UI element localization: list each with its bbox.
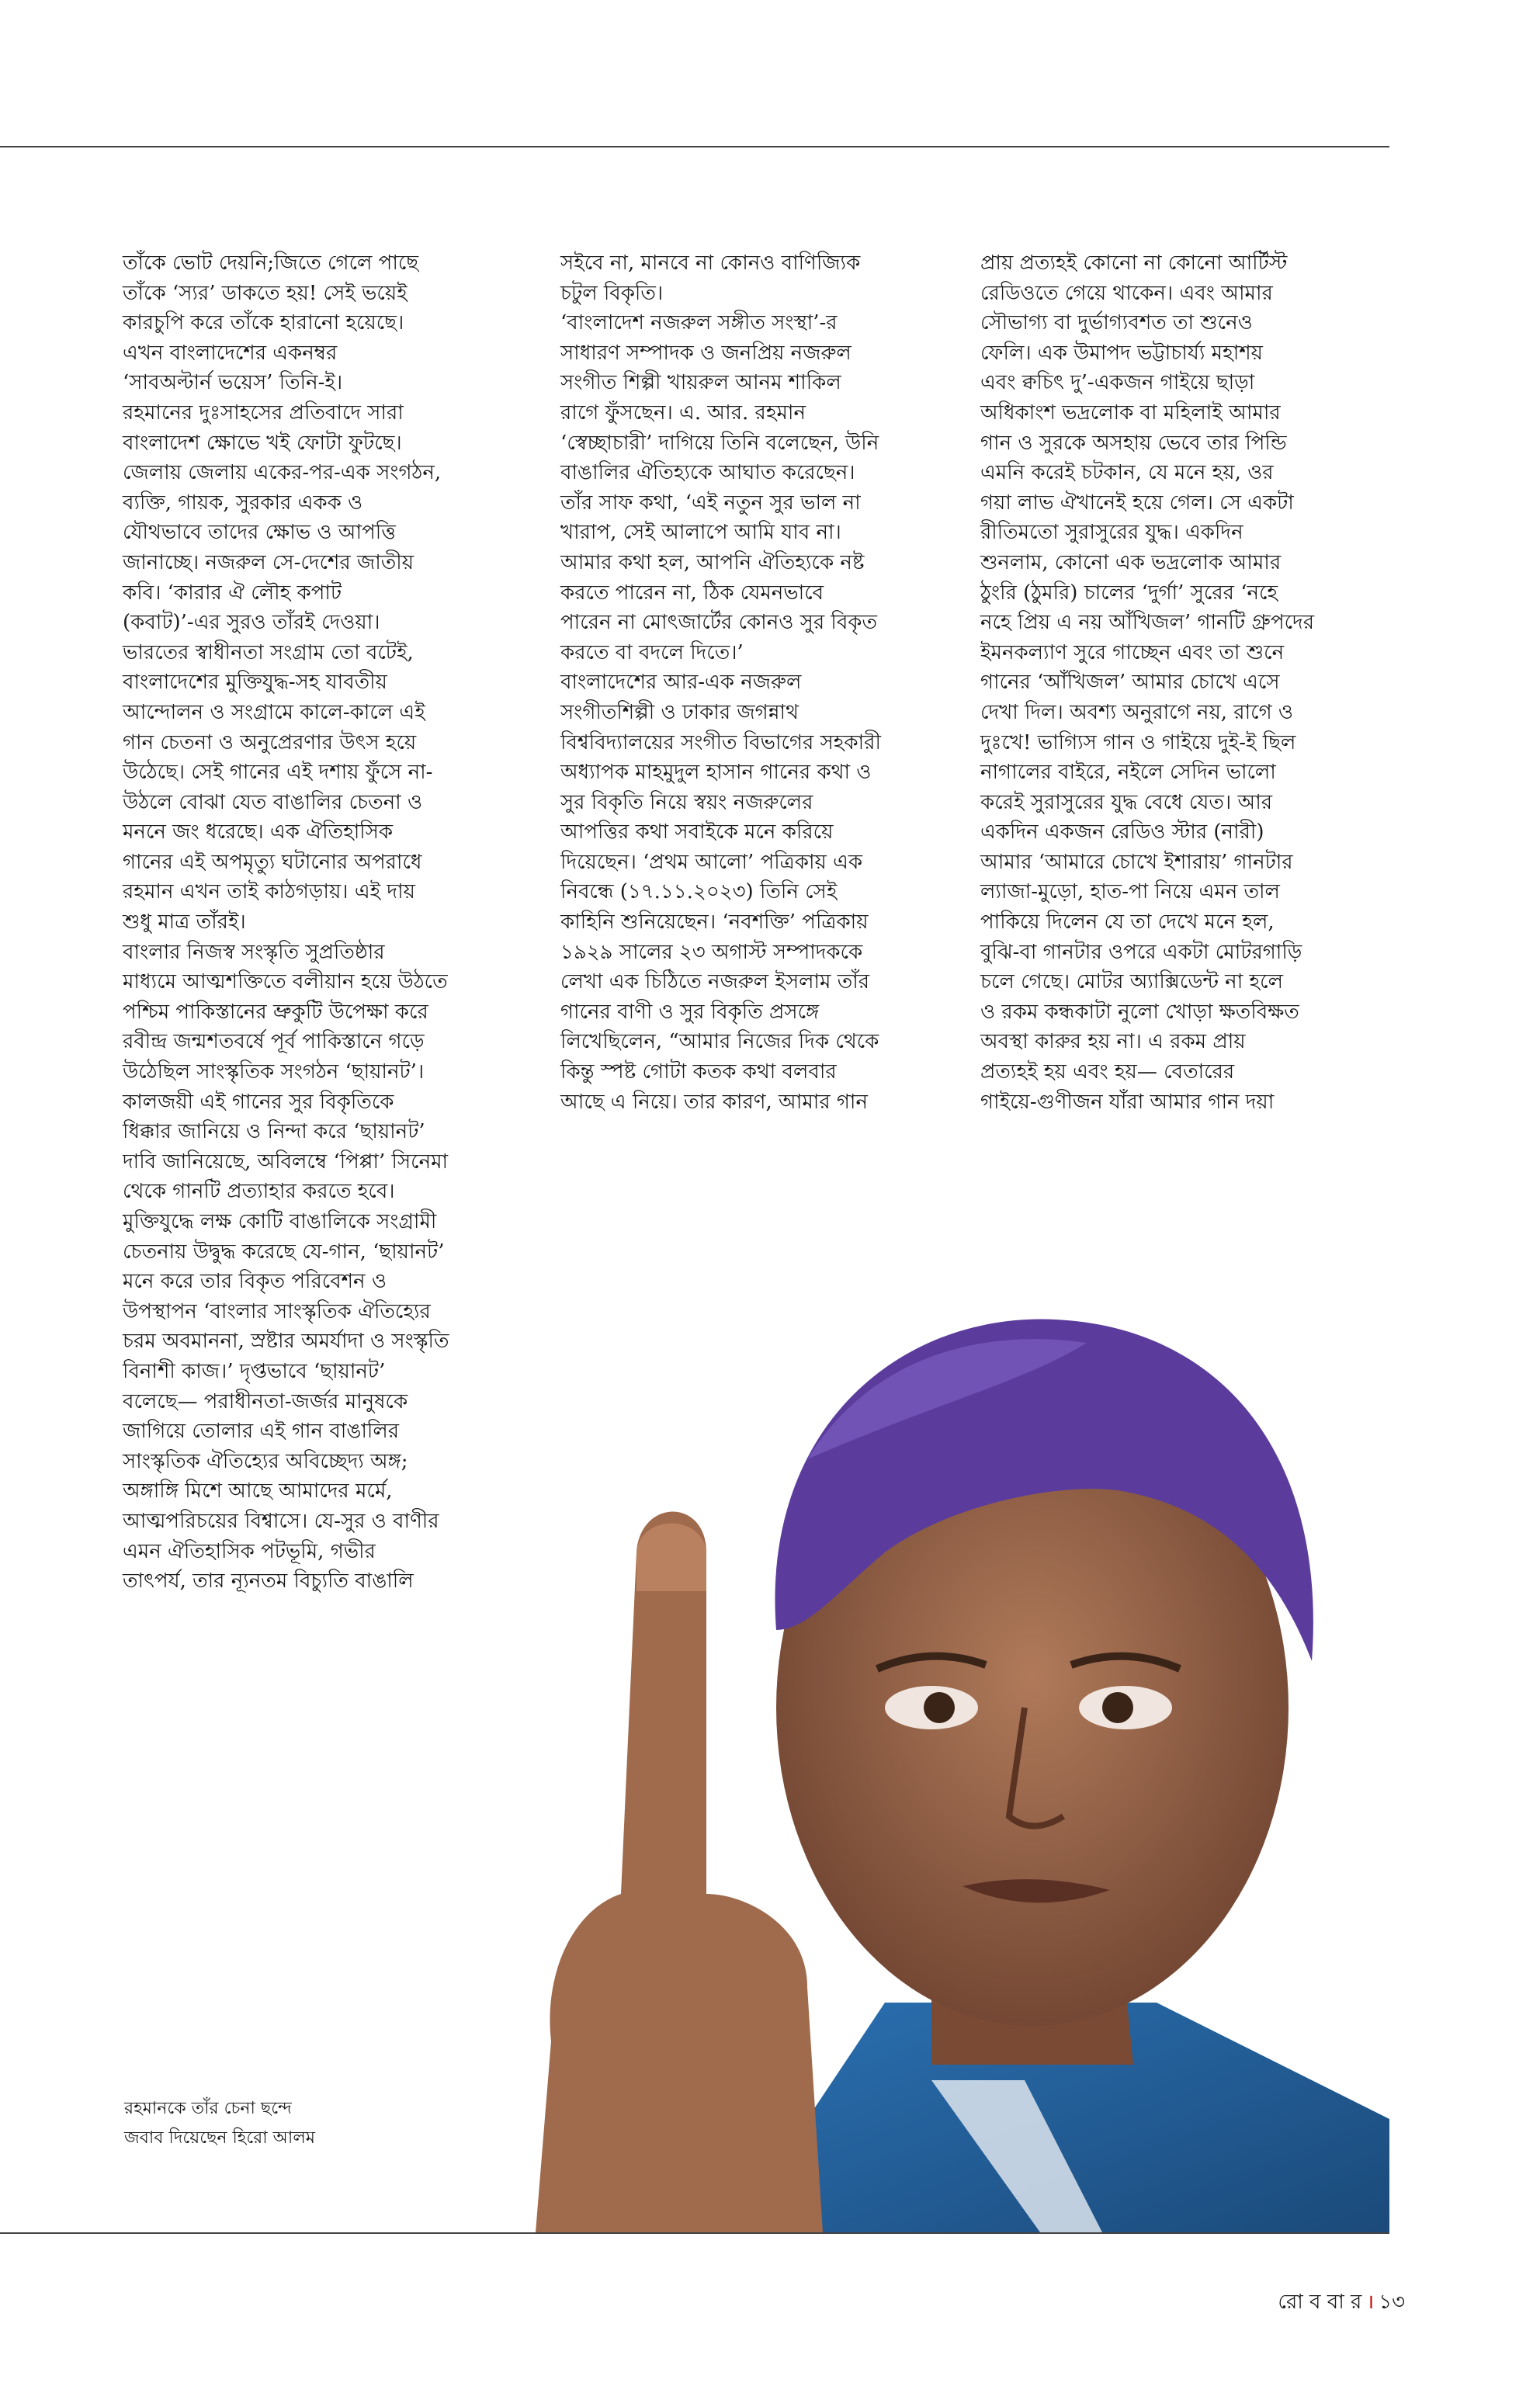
text-line: এবং ক্বচিৎ দু’-একজন গাইয়ে ছাড়া bbox=[980, 371, 1255, 395]
text-line: ঠুংরি (ঠুমরি) চালের ‘দুর্গা’ সুরের ‘নহে bbox=[980, 581, 1278, 605]
text-line: এখন বাংলাদেশের একনম্বর bbox=[123, 341, 338, 365]
caption-line: জবাব দিয়েছেন হিরো আলম bbox=[124, 2128, 315, 2148]
text-line: তাঁকে ‘স্যর’ ডাকতে হয়! সেই ভয়েই bbox=[123, 281, 408, 305]
text-line: প্রত্যহই হয় এবং হয়— বেতারের bbox=[980, 1060, 1235, 1084]
text-line: মাধ্যমে আত্মশক্তিতে বলীয়ান হয়ে উঠতে bbox=[123, 970, 448, 994]
text-line: গান ও সুরকে অসহায় ভেবে তার পিন্ডি bbox=[980, 431, 1287, 455]
text-line: শুধু মাত্র তাঁরই। bbox=[123, 910, 246, 935]
text-line: গানের ‘আঁখিজল’ আমার চোখে এসে bbox=[980, 671, 1280, 695]
text-line: জেলায় জেলায় একের-পর-এক সংগঠন, bbox=[123, 461, 442, 485]
text-line: ‘বাংলাদেশ নজরুল সঙ্গীত সংস্থা’-র bbox=[560, 311, 838, 335]
text-line: কবি। ‘কারার ঐ লৌহ কপাট bbox=[123, 581, 342, 605]
text-line: দুঃখে! ভাগ্যিস গান ও গাইয়ে দুই-ই ছিল bbox=[980, 730, 1296, 754]
text-line: অঙ্গাঙ্গি মিশে আছে আমাদের মর্মে, bbox=[123, 1479, 393, 1503]
text-line: চলে গেছে। মোটর অ্যাক্সিডেন্ট না হলে bbox=[980, 970, 1283, 994]
text-line: কিন্তু স্পষ্ট গোটা কতক কথা বলবার bbox=[560, 1060, 837, 1084]
text-line: লেখা এক চিঠিতে নজরুল ইসলাম তাঁর bbox=[560, 970, 870, 994]
text-line: অধ্যাপক মাহমুদুল হাসান গানের কথা ও bbox=[560, 761, 872, 785]
text-line: তাৎপর্য, তার ন্যূনতম বিচ্যুতি বাঙালি bbox=[123, 1569, 414, 1594]
text-line: ও রকম কন্ধকাটা নুলো খোড়া ক্ষতবিক্ষত bbox=[980, 1000, 1299, 1024]
text-line: করতে বা বদলে দিতে।’ bbox=[560, 640, 744, 664]
text-line: উঠেছে। সেই গানের এই দশায় ফুঁসে না- bbox=[123, 761, 433, 785]
bottom-rule bbox=[0, 2232, 1389, 2234]
text-line: শুনলাম, কোনো এক ভদ্রলোক আমার bbox=[980, 550, 1282, 574]
text-line: ধিক্কার জানিয়ে ও নিন্দা করে ‘ছায়ানট’ bbox=[123, 1120, 425, 1144]
article-column-3 bbox=[980, 248, 1384, 1117]
text-line: বুঝি-বা গানটার ওপরে একটা মোটরগাড়ি bbox=[980, 940, 1302, 964]
text-line: গানের বাণী ও সুর বিকৃতি প্রসঙ্গে bbox=[560, 1000, 820, 1024]
text-line: রহমানের দুঃসাহসের প্রতিবাদে সারা bbox=[123, 401, 404, 425]
text-line: পাকিয়ে দিলেন যে তা দেখে মনে হল, bbox=[980, 910, 1275, 935]
text-line: চটুল বিকৃতি। bbox=[560, 281, 664, 305]
text-line: বাংলাদেশের আর-এক নজরুল bbox=[560, 671, 802, 695]
folio-separator: । bbox=[1366, 2291, 1375, 2314]
text-line: বিশ্ববিদ্যালয়ের সংগীত বিভাগের সহকারী bbox=[560, 730, 881, 754]
text-line: কাহিনি শুনিয়েছেন। ‘নবশক্তি’ পত্রিকায় bbox=[560, 910, 869, 935]
text-line: বিনাশী কাজ।’ দৃপ্তভাবে ‘ছায়ানট’ bbox=[123, 1359, 386, 1383]
text-line: চরম অবমাননা, স্রষ্টার অমর্যাদা ও সংস্কৃতি bbox=[123, 1330, 449, 1354]
text-line: জানাচ্ছে। নজরুল সে-দেশের জাতীয় bbox=[123, 550, 414, 574]
text-line: সুর বিকৃতি নিয়ে স্বয়ং নজরুলের bbox=[560, 790, 813, 814]
text-line: তাঁকে ভোট দেয়নি;জিতে গেলে পাছে bbox=[123, 251, 419, 275]
text-line: যৌথভাবে তাদের ক্ষোভ ও আপত্তি bbox=[123, 521, 396, 545]
text-line: দাবি জানিয়েছে, অবিলম্বে ‘পিপ্পা’ সিনেমা bbox=[123, 1150, 449, 1174]
text-line: সংগীত শিল্পী খায়রুল আনম শাকিল bbox=[560, 371, 841, 395]
text-line: নাগালের বাইরে, নইলে সেদিন ভালো bbox=[980, 761, 1276, 785]
magazine-name: রো ব বা র bbox=[1278, 2291, 1362, 2314]
text-line: তাঁর সাফ কথা, ‘এই নতুন সুর ভাল না bbox=[560, 491, 861, 515]
caption-line: রহমানকে তাঁর চেনা ছন্দে bbox=[124, 2099, 292, 2118]
text-line: বাংলাদেশের মুক্তিযুদ্ধ-সহ যাবতীয় bbox=[123, 671, 387, 695]
text-line: সৌভাগ্য বা দুর্ভাগ্যবশত তা শুনেও bbox=[980, 311, 1253, 335]
article-column-2 bbox=[560, 248, 949, 1117]
text-line: গাইয়ে-গুণীজন যাঁরা আমার গান দয়া bbox=[980, 1090, 1275, 1114]
page-number: ১৩ bbox=[1379, 2291, 1405, 2314]
text-line: সংগীতশিল্পী ও ঢাকার জগন্নাথ bbox=[560, 700, 799, 724]
text-line: রেডিওতে গেয়ে থাকেন। এবং আমার bbox=[980, 281, 1273, 305]
text-line: ইমনকল্যাণ সুরে গাচ্ছেন এবং তা শুনে bbox=[980, 640, 1285, 664]
text-line: সইবে না, মানবে না কোনও বাণিজ্যিক bbox=[560, 251, 861, 275]
text-line: রবীন্দ্র জন্মশতবর্ষে পূর্ব পাকিস্তানে গড়ে bbox=[123, 1030, 425, 1054]
text-line: মুক্তিযুদ্ধে লক্ষ কোটি বাঙালিকে সংগ্রামী bbox=[123, 1210, 437, 1233]
text-line: গানের এই অপমৃত্যু ঘটানোর অপরাধে bbox=[123, 850, 422, 874]
text-line: থেকে গানটি প্রত্যাহার করতে হবে। bbox=[123, 1180, 395, 1204]
text-line: বাংলার নিজস্ব সংস্কৃতি সুপ্রতিষ্ঠার bbox=[123, 940, 385, 964]
text-line: আপত্তির কথা সবাইকে মনে করিয়ে bbox=[560, 820, 834, 844]
text-line: ‘সাবঅল্টার্ন ভয়েস’ তিনি-ই। bbox=[123, 371, 343, 395]
text-line: নিবন্ধে (১৭.১১.২০২৩) তিনি সেই bbox=[560, 880, 838, 904]
text-line: রীতিমতো সুরাসুরের যুদ্ধ। একদিন bbox=[980, 521, 1243, 545]
text-line: ল্যাজা-মুড়ো, হাত-পা নিয়ে এমন তাল bbox=[980, 880, 1280, 904]
text-line: রহমান এখন তাই কাঠগড়ায়। এই দায় bbox=[123, 880, 415, 904]
text-line: কালজয়ী এই গানের সুর বিকৃতিকে bbox=[123, 1090, 394, 1114]
text-line: আমার কথা হল, আপনি ঐতিহ্যকে নষ্ট bbox=[560, 550, 865, 574]
text-line: ব্যক্তি, গায়ক, সুরকার একক ও bbox=[123, 491, 363, 515]
text-line: এমন ঐতিহাসিক পটভূমি, গভীর bbox=[123, 1539, 376, 1563]
text-line: মননে জং ধরেছে। এক ঐতিহাসিক bbox=[123, 820, 394, 844]
text-line: লিখেছিলেন, “আমার নিজের দিক থেকে bbox=[560, 1030, 879, 1054]
text-line: করেই সুরাসুরের যুদ্ধ বেধে যেত। আর bbox=[980, 790, 1273, 814]
text-line: বাংলাদেশ ক্ষোভে খই ফোটা ফুটছে। bbox=[123, 431, 402, 455]
text-line: খারাপ, সেই আলাপে আমি যাব না। bbox=[560, 521, 841, 545]
text-line: ১৯২৯ সালের ২৩ অগাস্ট সম্পাদককে bbox=[560, 940, 863, 964]
text-line: নহে প্রিয় এ নয় আঁখিজল’ গানটি গ্রুপদের bbox=[980, 611, 1315, 635]
top-rule bbox=[0, 146, 1389, 147]
page-folio bbox=[1234, 2286, 1405, 2320]
text-line: বাঙালির ঐতিহ্যকে আঘাত করেছেন। bbox=[560, 461, 855, 485]
text-line: গান চেতনা ও অনুপ্রেরণার উৎস হয়ে bbox=[123, 730, 417, 754]
text-line: সাধারণ সম্পাদক ও জনপ্রিয় নজরুল bbox=[560, 341, 852, 365]
text-line: (কবাট)’-এর সুরও তাঁরই দেওয়া। bbox=[123, 611, 380, 635]
text-line: জাগিয়ে তোলার এই গান বাঙালির bbox=[123, 1420, 400, 1444]
text-line: দেখা দিল। অবশ্য অনুরাগে নয়, রাগে ও bbox=[980, 700, 1294, 724]
text-line: দিয়েছেন। ‘প্রথম আলো’ পত্রিকায় এক bbox=[560, 850, 863, 874]
text-line: মনে করে তার বিকৃত পরিবেশন ও bbox=[123, 1270, 387, 1294]
text-line: ভারতের স্বাধীনতা সংগ্রাম তো বটেই, bbox=[123, 640, 414, 664]
text-line: ‘স্বেচ্ছাচারী’ দাগিয়ে তিনি বলেছেন, উনি bbox=[560, 431, 879, 455]
portrait-illustration bbox=[342, 1226, 1389, 2232]
text-line: উঠলে বোঝা যেত বাঙালির চেতনা ও bbox=[123, 790, 423, 814]
text-line: অধিকাংশ ভদ্রলোক বা মহিলাই আমার bbox=[980, 401, 1281, 425]
text-line: রাগে ফুঁসছেন। এ. আর. রহমান bbox=[560, 401, 806, 425]
text-line: কারচুপি করে তাঁকে হারানো হয়েছে। bbox=[123, 311, 404, 335]
text-line: আন্দোলন ও সংগ্রামে কালে-কালে এই bbox=[123, 700, 425, 724]
text-line: ফেলি। এক উমাপদ ভট্টাচার্য্য মহাশয় bbox=[980, 341, 1263, 365]
text-line: চেতনায় উদ্বুদ্ধ করেছে যে-গান, ‘ছায়ানট’ bbox=[123, 1240, 445, 1264]
text-line: পারেন না মোৎজার্টের কোনও সুর বিকৃত bbox=[560, 611, 877, 635]
portrait-photo bbox=[342, 1226, 1389, 2232]
text-line: আছে এ নিয়ে। তার কারণ, আমার গান bbox=[560, 1090, 868, 1114]
text-line: আমার ‘আমারে চোখে ইশারায়’ গানটার bbox=[980, 850, 1293, 874]
text-line: সাংস্কৃতিক ঐতিহ্যের অবিচ্ছেদ্য অঙ্গ; bbox=[123, 1449, 408, 1473]
text-line: এমনি করেই চটকান, যে মনে হয়, ওর bbox=[980, 461, 1274, 485]
text-line: প্রায় প্রত্যহই কোনো না কোনো আর্টিস্ট bbox=[980, 251, 1288, 275]
text-line: উপস্থাপন ‘বাংলার সাংস্কৃতিক ঐতিহ্যের bbox=[123, 1299, 431, 1323]
text-line: উঠেছিল সাংস্কৃতিক সংগঠন ‘ছায়ানট’। bbox=[123, 1060, 425, 1084]
text-line: একদিন একজন রেডিও স্টার (নারী) bbox=[980, 820, 1264, 844]
text-line: গয়া লাভ ঐখানেই হয়ে গেল। সে একটা bbox=[980, 491, 1294, 515]
photo-caption bbox=[124, 2094, 404, 2153]
text-line: করতে পারেন না, ঠিক যেমনভাবে bbox=[560, 581, 824, 605]
text-line: আত্মপরিচয়ের বিশ্বাসে। যে-সুর ও বাণীর bbox=[123, 1509, 439, 1533]
text-line: বলেছে— পরাধীনতা-জর্জর মানুষকে bbox=[123, 1389, 408, 1413]
text-line: অবস্থা কারুর হয় না। এ রকম প্রায় bbox=[980, 1030, 1246, 1054]
text-line: পশ্চিম পাকিস্তানের ভ্রুকুটি উপেক্ষা করে bbox=[123, 1000, 428, 1024]
